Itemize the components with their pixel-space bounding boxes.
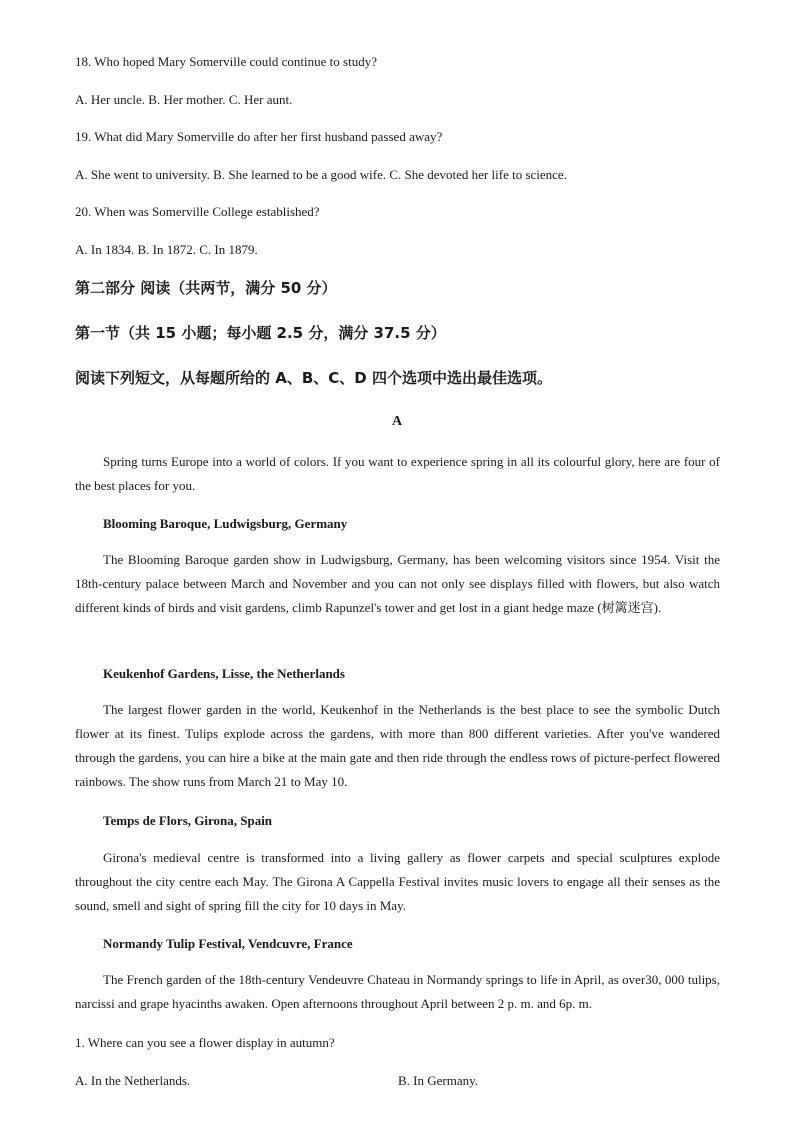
question-19-options: A. She went to university. B. She learned to be a good wife. C. She devoted her life to science. [75, 167, 567, 182]
question-20-options: A. In 1834. B. In 1872. C. In 1879. [75, 242, 258, 257]
section-heading: 第一节（共 15 小题；每小题 2.5 分，满分 37.5 分） [75, 324, 446, 342]
part-heading: 第二部分 阅读（共两节，满分 50 分） [75, 279, 337, 297]
section-body-girona: Girona's medieval centre is transformed into a living gallery as flower carpets and special sculptures explode throughout the city centre each May. The Girona A Cappella Festival invites music lovers to engage all their senses as the sound, smell and sight of spring fill the city for 10 days in May. [75, 850, 720, 913]
section-body-normandy: The French garden of the 18th-century Vendeuvre Chateau in Normandy springs to life in April, as over30, 000 tulips, narcissi and grape hyacinths awaken. Open afternoons throughout April between 2 p. m. and 6p. m. [75, 972, 720, 1011]
instruction: 阅读下列短文，从每题所给的 A、B、C、D 四个选项中选出最佳选项。 [75, 369, 552, 387]
section-body-keukenhof: The largest flower garden in the world, Keukenhof in the Netherlands is the best place to see the symbolic Dutch flower at its finest. Tulips explode across the gardens, with more than 800 different varieties. After you've wandered through the gardens, you can hire a bike at the main gate and then ride through the endless rows of picture-perfect flowered rainbows. The show runs from March 21 to May 10. [75, 702, 720, 789]
question-1-option-b: B. In Germany. [398, 1073, 479, 1088]
question-18-options: A. Her uncle. B. Her mother. C. Her aunt. [75, 92, 293, 107]
section-heading-normandy: Normandy Tulip Festival, Vendcuvre, France [103, 936, 353, 951]
section-heading-girona: Temps de Flors, Girona, Spain [103, 813, 273, 828]
section-body-ludwigsburg: The Blooming Baroque garden show in Ludwigsburg, Germany, has been welcoming visitors since 1954. Visit the 18th-century palace between March and November and you can not only see displays filled with flowers, but also watch different kinds of birds and visit gardens, climb Rapunzel's tower and get lost in a giant hedge maze (树篱迷宫). [75, 552, 720, 615]
question-1-option-a: A. In the Netherlands. [75, 1073, 191, 1088]
passage-intro: Spring turns Europe into a world of colors. If you want to experience spring in all its colourful glory, here are four of the best places for you. [75, 454, 720, 493]
passage-label: A [391, 414, 403, 429]
section-heading-ludwigsburg: Blooming Baroque, Ludwigsburg, Germany [103, 516, 348, 531]
question-1-stem: 1. Where can you see a flower display in autumn? [75, 1035, 335, 1050]
question-20-stem: 20. When was Somerville College established? [75, 204, 320, 219]
question-19-stem: 19. What did Mary Somerville do after her first husband passed away? [75, 129, 443, 144]
question-18-stem: 18. Who hoped Mary Somerville could continue to study? [75, 54, 377, 69]
section-heading-keukenhof: Keukenhof Gardens, Lisse, the Netherlands [103, 666, 345, 681]
